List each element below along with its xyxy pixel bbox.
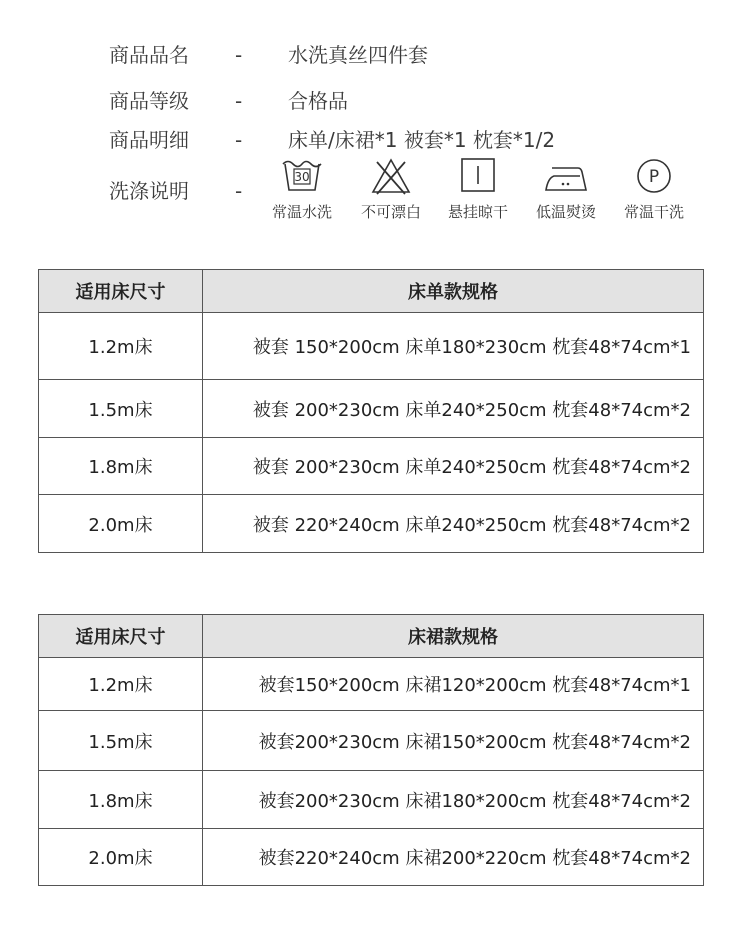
table-row: [39, 829, 704, 886]
table-header-size: 适用床尺寸: [39, 270, 203, 313]
info-row-name: [0, 40, 750, 70]
hang-dry-icon: [456, 156, 500, 196]
bed-sheet-spec-table: [38, 269, 704, 553]
table-row: [39, 313, 704, 380]
spec-detail-cell: 被套150*200cm 床裙120*200cm 枕套48*74cm*1: [203, 658, 704, 711]
care-item-no-bleach: [346, 156, 436, 228]
info-label: 商品等级: [109, 89, 189, 113]
table-row: [39, 438, 704, 495]
table-header-row: [39, 615, 704, 658]
table-row: [39, 380, 704, 438]
info-row-grade: [0, 86, 750, 116]
bed-size-cell: 1.5m床: [39, 711, 203, 771]
info-value: 床单/床裙*1 被套*1 枕套*1/2: [288, 128, 556, 152]
bed-size-cell: 1.2m床: [39, 658, 203, 711]
table-row: [39, 658, 704, 711]
spec-detail-cell: 被套 200*230cm 床单240*250cm 枕套48*74cm*2: [203, 380, 704, 438]
table-row: [39, 771, 704, 829]
dry-clean-p-icon: [632, 156, 676, 196]
wash-temp: 30: [294, 170, 310, 184]
spec-detail-cell: 被套200*230cm 床裙180*200cm 枕套48*74cm*2: [203, 771, 704, 829]
info-value: 水洗真丝四件套: [288, 43, 428, 67]
info-dash: -: [235, 89, 243, 113]
spec-detail-cell: 被套220*240cm 床裙200*220cm 枕套48*74cm*2: [203, 829, 704, 886]
care-caption: 悬挂晾干: [447, 203, 508, 221]
info-dash: -: [235, 128, 243, 152]
bed-skirt-spec-table: [38, 614, 704, 886]
table-header-spec: 床单款规格: [203, 270, 704, 313]
low-iron-icon: [542, 156, 590, 196]
table-header-spec: 床裙款规格: [203, 615, 704, 658]
care-item-wash: [257, 156, 347, 228]
care-caption: 不可漂白: [360, 203, 421, 221]
care-caption: 低温熨烫: [535, 203, 596, 221]
bed-size-cell: 2.0m床: [39, 495, 203, 553]
info-label: 洗涤说明: [109, 179, 189, 203]
info-label: 商品品名: [109, 43, 189, 67]
info-dash: -: [235, 43, 243, 67]
care-item-dry-clean: [609, 156, 699, 228]
bed-size-cell: 1.8m床: [39, 771, 203, 829]
spec-detail-cell: 被套 220*240cm 床单240*250cm 枕套48*74cm*2: [203, 495, 704, 553]
care-item-hang-dry: [433, 156, 523, 228]
care-caption: 常温干洗: [623, 203, 684, 221]
spec-detail-cell: 被套 200*230cm 床单240*250cm 枕套48*74cm*2: [203, 438, 704, 495]
info-row-detail: [0, 125, 750, 155]
care-caption: 常温水洗: [271, 203, 332, 221]
table-header-row: [39, 270, 704, 313]
info-label: 商品明细: [109, 128, 189, 152]
table-row: [39, 711, 704, 771]
table-header-size: 适用床尺寸: [39, 615, 203, 658]
spec-detail-cell: 被套 150*200cm 床单180*230cm 枕套48*74cm*1: [203, 313, 704, 380]
info-dash: -: [235, 179, 243, 203]
wash-30-icon: [280, 156, 324, 196]
bed-size-cell: 2.0m床: [39, 829, 203, 886]
care-item-low-iron: [521, 156, 611, 228]
no-bleach-icon: [369, 156, 413, 196]
dry-clean-symbol: P: [648, 167, 660, 187]
info-value: 合格品: [288, 89, 348, 113]
spec-detail-cell: 被套200*230cm 床裙150*200cm 枕套48*74cm*2: [203, 711, 704, 771]
table-row: [39, 495, 704, 553]
bed-size-cell: 1.2m床: [39, 313, 203, 380]
bed-size-cell: 1.8m床: [39, 438, 203, 495]
bed-size-cell: 1.5m床: [39, 380, 203, 438]
